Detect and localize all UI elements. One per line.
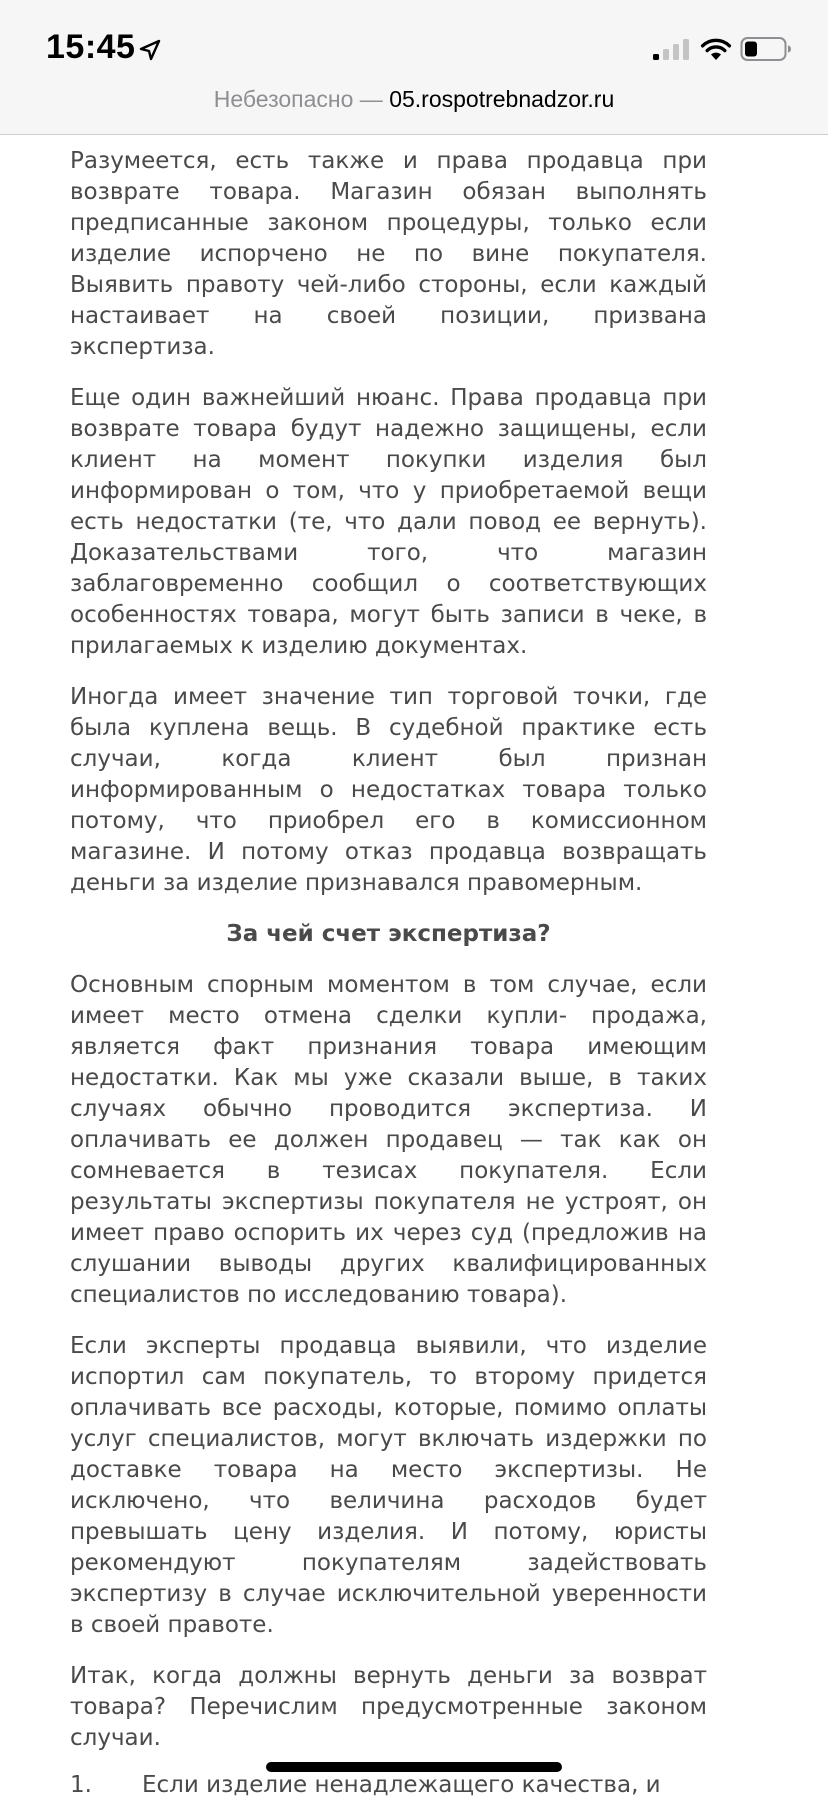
article-paragraph: Если эксперты продавца выявили, что изделие испортил сам покупатель, то второму придется оплачивать все расходы, которые, помимо оплаты услуг специалистов, могут включать издержки по доставке товара на место экспертизы. Не исключено, что величина расходов будет превышать цену изделия. И потому, юристы рекомендуют покупателям задействовать экспертизу в случае исключительной уверенности в своей правоте. xyxy=(70,1333,707,1638)
domain-text: 05.rospotrebnadzor.ru xyxy=(389,86,615,112)
status-time: 15:45 xyxy=(46,28,136,66)
article-paragraph: Еще один важнейший нюанс. Права продавца при возврате товара будут надежно защищены, если клиент на момент покупки изделия был информирован о том, что у приобретаемой вещи есть недостатки (те, что дали повод ее вернуть). Доказательствами того, что магазин заблаговременно сообщил о соответствующих особенностях товара, могут быть записи в чеке, в прилагаемых к изделию документах. xyxy=(70,385,707,659)
list-item-text: Если изделие ненадлежащего качества, и xyxy=(142,1772,661,1798)
list-item-number: 1. xyxy=(70,1772,92,1798)
article-paragraph: Основным спорным моментом в том случае, если имеет место отмена сделки купли- продажа, является факт признания товара имеющим недостатки. Как мы уже сказали выше, в таких случаях обычно проводится экспертиза. И оплачивать ее должен продавец — так как он сомневается в тезисах покупателя. Если результаты экспертизы покупателя не устроят, он имеет право оспорить их через суд (предложив на слушании выводы других квалифицированных специалистов по исследованию товара). xyxy=(70,972,707,1308)
article-paragraph: Итак, когда должны вернуть деньги за возврат товара? Перечислим предусмотренные законом случаи. xyxy=(70,1663,707,1751)
wifi-icon xyxy=(700,36,732,62)
cellular-signal-icon xyxy=(652,37,690,61)
article-body xyxy=(70,146,707,1774)
home-indicator[interactable] xyxy=(266,1762,562,1772)
browser-top-bar xyxy=(0,0,828,135)
section-heading: За чей счет экспертиза? xyxy=(226,921,551,947)
article-paragraph: Иногда имеет значение тип торговой точки, где была куплена вещь. В судебной практике есть случаи, когда клиент был признан информированным о недостатках товара только потому, что приобрел его в комиссионном магазине. И потому отказ продавца возвращать деньги за изделие признавался правомерным. xyxy=(70,684,707,896)
address-bar[interactable] xyxy=(0,86,828,113)
security-warning-label: Небезопасно — xyxy=(213,86,383,112)
article-paragraph: Разумеется, есть также и права продавца при возврате товара. Магазин обязан выполнять предписанные законом процедуры, только если изделие испорчено не по вине покупателя. Выявить правоту чей-либо стороны, если каждый настаивает на своей позиции, призвана экспертиза. xyxy=(70,148,707,360)
battery-icon xyxy=(740,36,792,62)
location-arrow-icon xyxy=(138,38,162,62)
cases-list xyxy=(70,1770,707,1801)
